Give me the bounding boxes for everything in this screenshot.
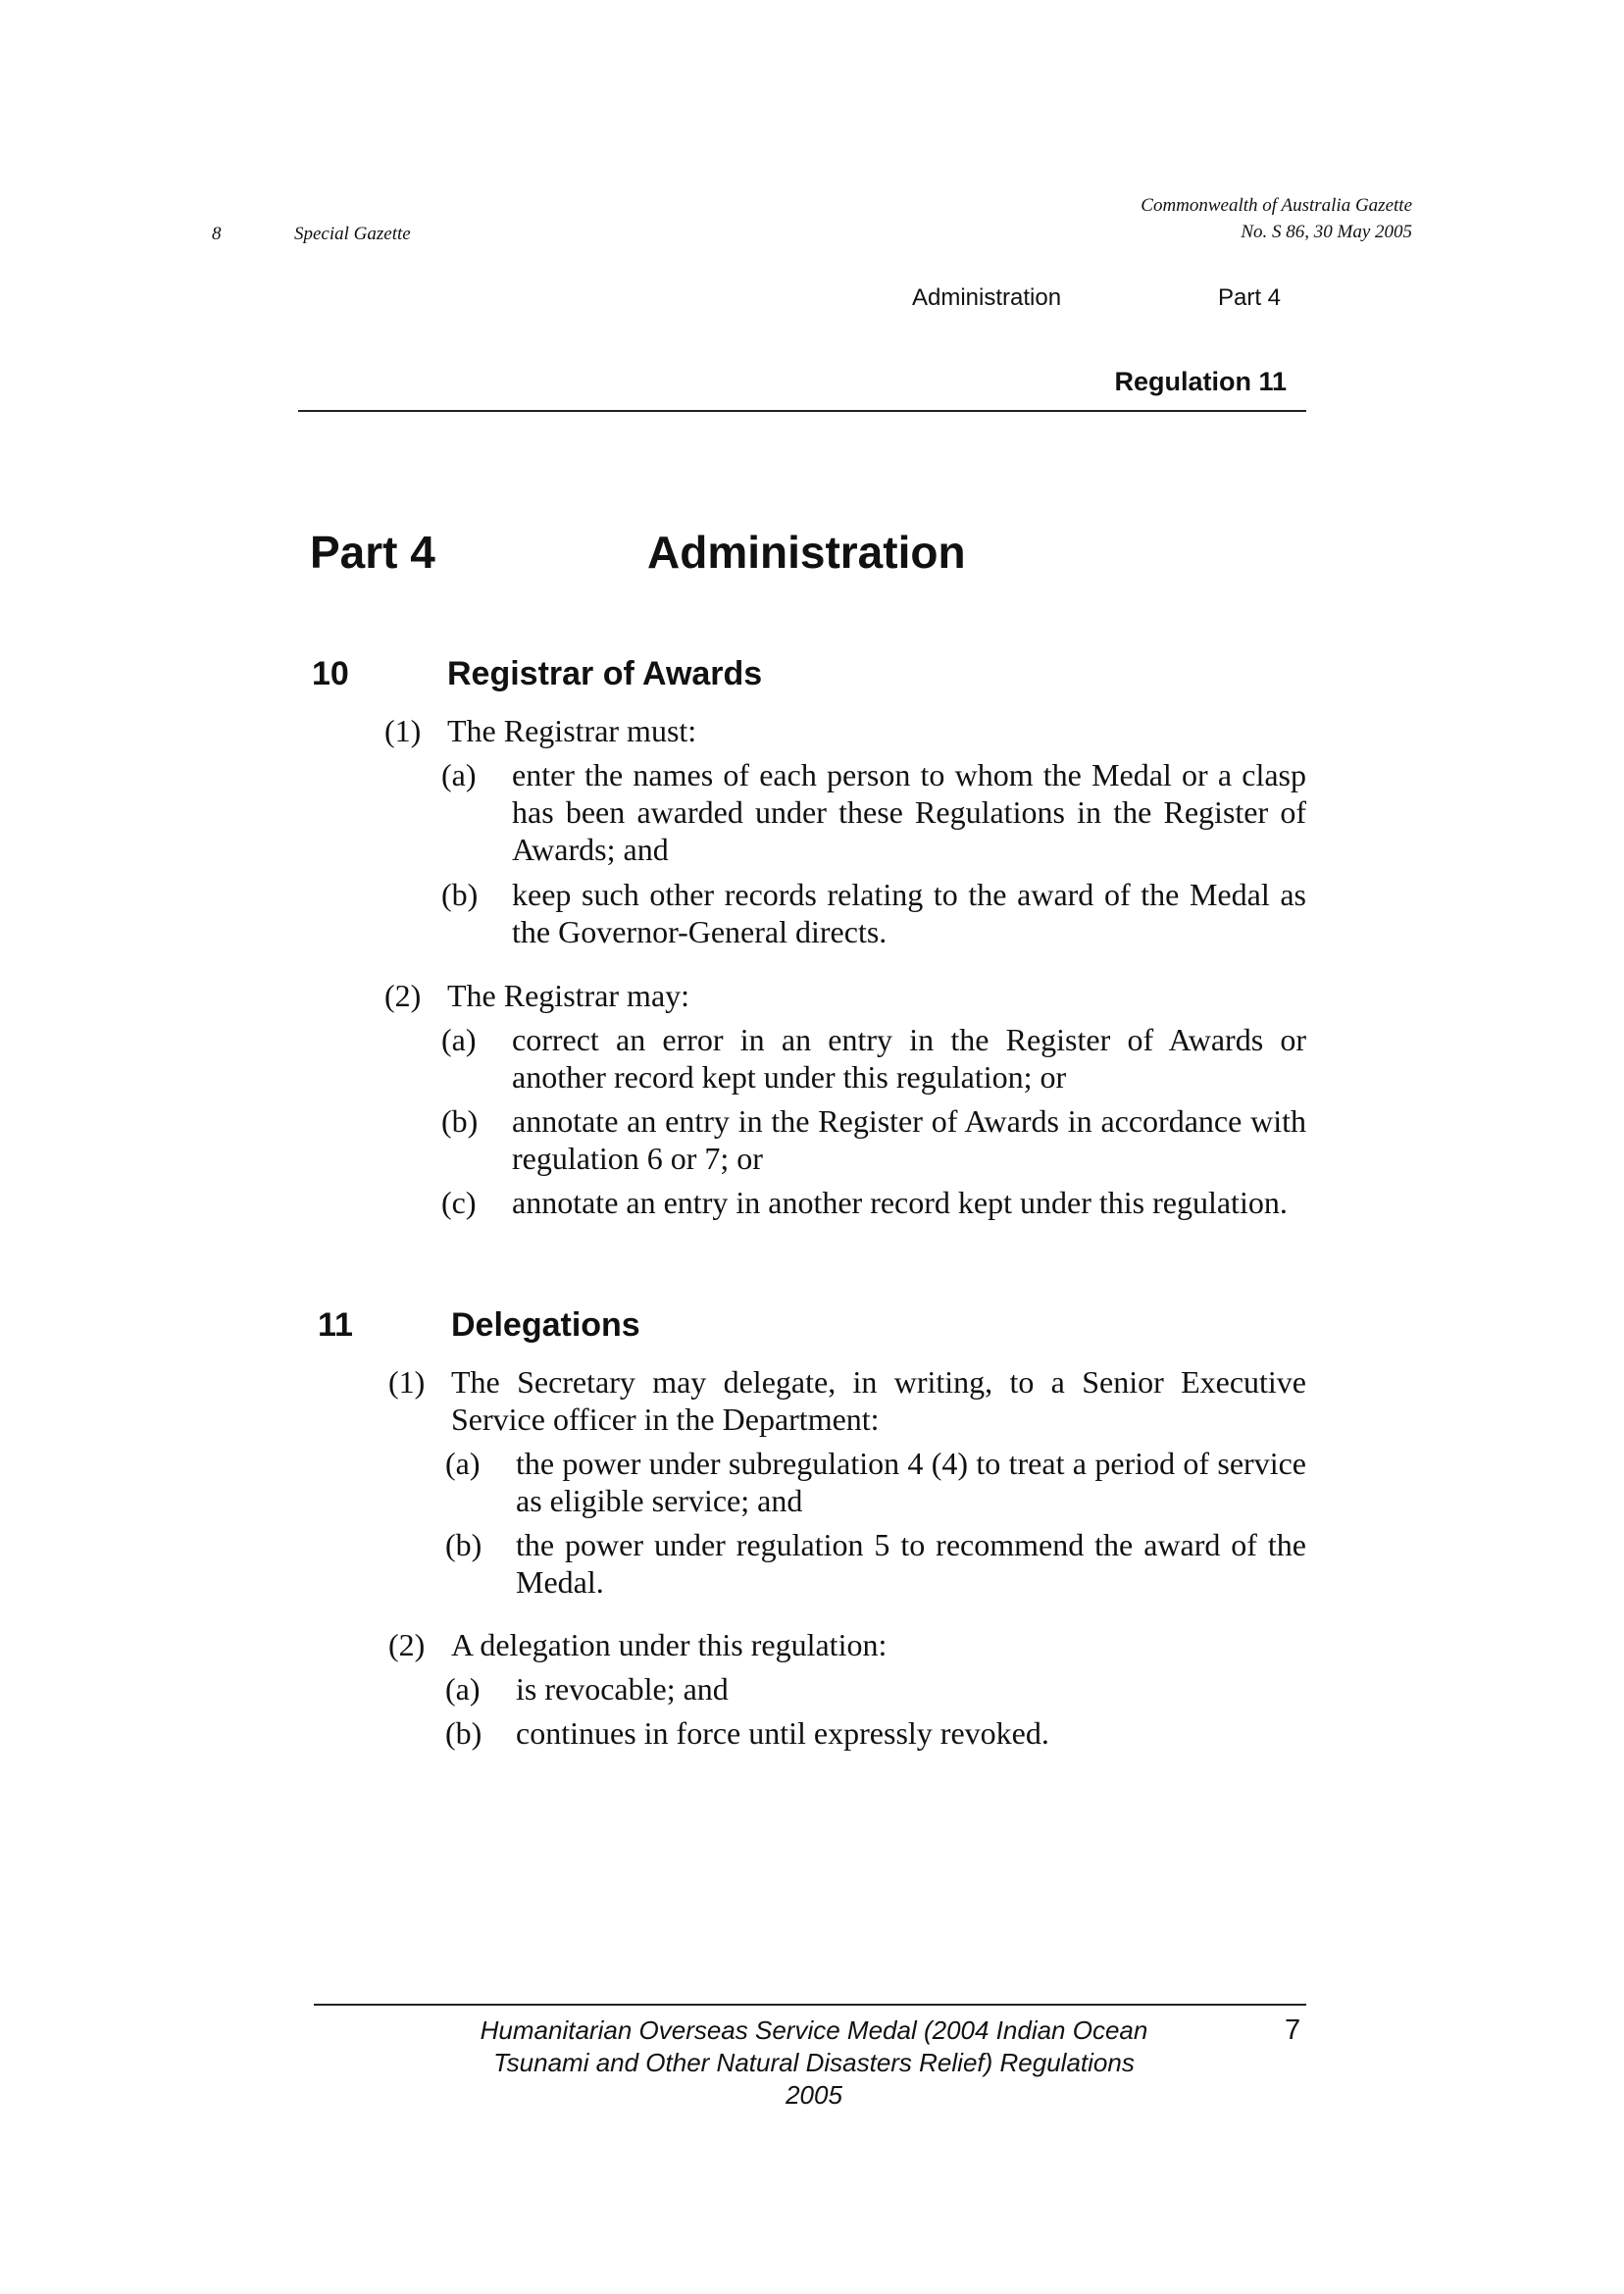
- footer-page-number: 7: [1285, 2014, 1301, 2046]
- subregulation-text: The Registrar must:: [447, 713, 697, 748]
- gazette-publication: Commonwealth of Australia Gazette: [1141, 195, 1412, 216]
- paragraph-text: correct an error in an entry in the Register of Awards or another record kept under this regulation; or: [512, 1022, 1306, 1095]
- gazette-name: Special Gazette: [294, 224, 411, 244]
- paragraph-text: continues in force until expressly revoked.: [516, 1715, 1049, 1751]
- paragraph-text: is revocable; and: [516, 1671, 729, 1707]
- paragraph-label: (a): [441, 1022, 477, 1057]
- paragraph-text: the power under subregulation 4 (4) to treat a period of service as eligible service; and: [516, 1446, 1306, 1518]
- gazette-issue: No. S 86, 30 May 2005: [1241, 222, 1412, 242]
- footer-title: [461, 2014, 1167, 2112]
- paragraph-label: (b): [441, 877, 479, 912]
- paragraph-label: (b): [441, 1103, 479, 1139]
- regulation-title: Registrar of Awards: [447, 655, 763, 692]
- subregulation-text: A delegation under this regulation:: [451, 1627, 888, 1662]
- paragraph-label: (a): [445, 1446, 481, 1481]
- part-number: Part 4: [310, 527, 435, 578]
- running-header-part-title: Administration: [912, 284, 1062, 311]
- footer-title-line: Tsunami and Other Natural Disasters Relief) Regulations: [493, 2048, 1135, 2077]
- running-header-regulation: Regulation 11: [1114, 367, 1287, 396]
- paragraph-label: (c): [441, 1185, 477, 1220]
- subregulation-text: The Secretary may delegate, in writing, to a Senior Executive Service officer in the Department:: [451, 1364, 1306, 1437]
- subregulation-label: (1): [388, 1364, 426, 1400]
- gazette-masthead: [1141, 192, 1412, 245]
- regulation-number: 10: [312, 655, 349, 692]
- regulation-number: 11: [318, 1306, 353, 1344]
- paragraph-text: keep such other records relating to the award of the Medal as the Governor-General directs.: [512, 877, 1306, 949]
- paragraph-label: (b): [445, 1715, 482, 1751]
- paragraph-label: (a): [445, 1671, 481, 1707]
- subregulation-text: The Registrar may:: [447, 978, 690, 1013]
- subregulation-label: (2): [384, 978, 422, 1013]
- gazette-page-number: 8: [212, 224, 222, 244]
- paragraph-text: the power under regulation 5 to recommend the award of the Medal.: [516, 1527, 1306, 1600]
- paragraph-label: (b): [445, 1527, 482, 1562]
- running-header-part-number: Part 4: [1218, 284, 1282, 311]
- paragraph-label: (a): [441, 757, 477, 792]
- subregulation-label: (1): [384, 713, 422, 748]
- footer-title-line: 2005: [786, 2080, 842, 2110]
- paragraph-text: annotate an entry in the Register of Awards in accordance with regulation 6 or 7; or: [512, 1103, 1306, 1176]
- header-rule: [298, 410, 1306, 412]
- paragraph-text: annotate an entry in another record kept under this regulation.: [512, 1185, 1288, 1220]
- regulation-title: Delegations: [451, 1306, 640, 1344]
- footer-rule: [314, 2004, 1306, 2006]
- paragraph-text: enter the names of each person to whom the Medal or a clasp has been awarded under these Regulations in the Register of Awards; and: [512, 757, 1306, 867]
- subregulation-label: (2): [388, 1627, 426, 1662]
- footer-title-line: Humanitarian Overseas Service Medal (2004 Indian Ocean: [480, 2015, 1148, 2045]
- part-title: Administration: [647, 527, 966, 578]
